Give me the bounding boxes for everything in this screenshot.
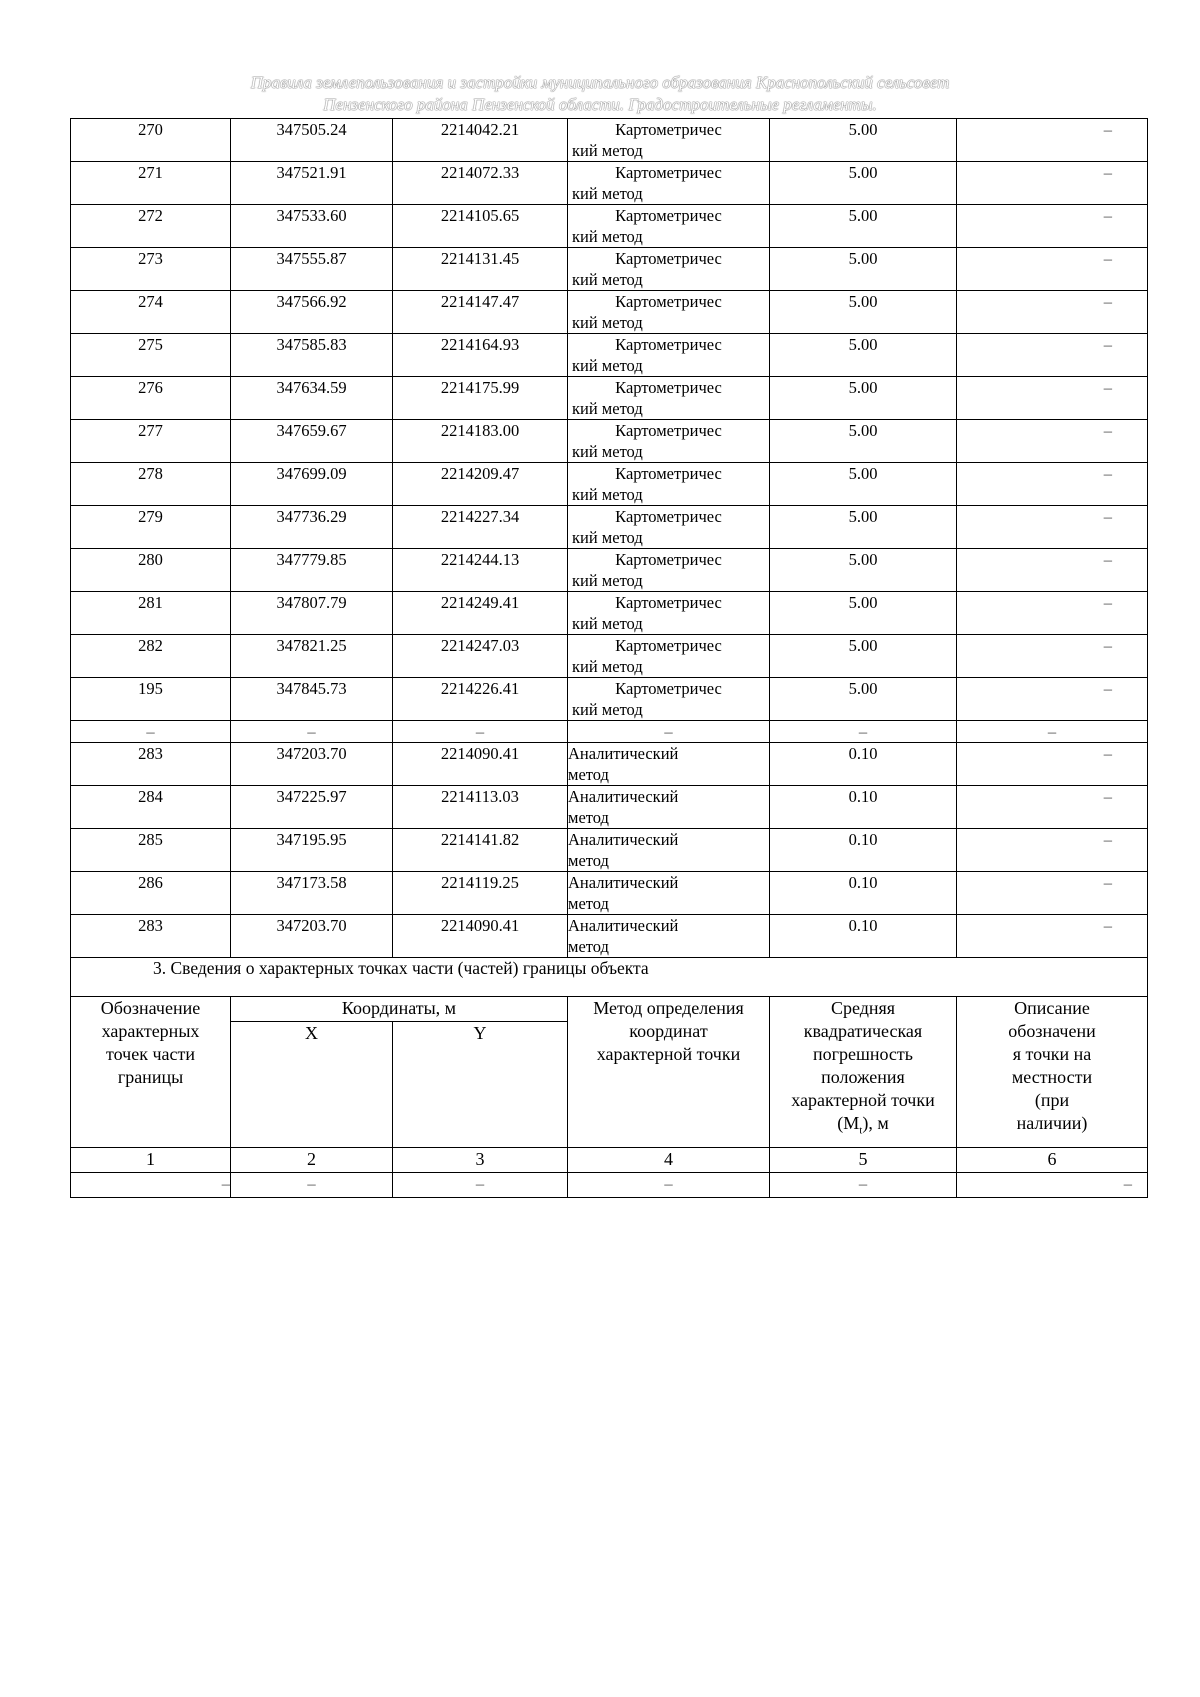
error-cell: 5.00 (770, 205, 957, 248)
separator-cell: – (71, 721, 231, 743)
method-cell (568, 205, 770, 248)
method-line: кий метод (572, 657, 643, 676)
column-numbers-row (71, 1148, 1148, 1173)
y-coordinate-cell: 2214249.41 (393, 592, 568, 635)
method-cell (568, 549, 770, 592)
table-row (71, 829, 1148, 872)
error-cell: 5.00 (770, 463, 957, 506)
x-coordinate-cell: 347845.73 (231, 678, 393, 721)
x-coordinate-cell: 347779.85 (231, 549, 393, 592)
point-number-cell: 276 (71, 377, 231, 420)
column-number: 6 (957, 1148, 1148, 1173)
y-coordinate-cell: 2214113.03 (393, 786, 568, 829)
y-coordinate-cell: 2214090.41 (393, 743, 568, 786)
y-coordinate-cell: 2214164.93 (393, 334, 568, 377)
method-line: кий метод (572, 184, 643, 203)
x-coordinate-cell: 347225.97 (231, 786, 393, 829)
method-line: кий метод (572, 227, 643, 246)
description-cell: – (957, 743, 1148, 786)
y-coordinate-cell: 2214247.03 (393, 635, 568, 678)
error-cell: 5.00 (770, 334, 957, 377)
y-coordinate-cell: 2214090.41 (393, 915, 568, 958)
y-coordinate-cell: 2214244.13 (393, 549, 568, 592)
x-coordinate-cell: 347203.70 (231, 743, 393, 786)
point-number-cell: 274 (71, 291, 231, 334)
separator-row (71, 721, 1148, 743)
description-cell: – (957, 678, 1148, 721)
col-method-header: Метод определения координат характерной точки (568, 997, 770, 1148)
method-line: Картометричес (615, 593, 722, 612)
error-cell: 0.10 (770, 872, 957, 915)
description-cell: – (957, 291, 1148, 334)
point-number-cell: 272 (71, 205, 231, 248)
description-cell: – (957, 592, 1148, 635)
method-line: кий метод (572, 356, 643, 375)
description-cell: – (957, 377, 1148, 420)
table-row (71, 506, 1148, 549)
x-coordinate-cell: 347521.91 (231, 162, 393, 205)
table-row (71, 248, 1148, 291)
method-line: Картометричес (615, 464, 722, 483)
x-coordinate-cell: 347807.79 (231, 592, 393, 635)
method-cell (568, 119, 770, 162)
method-line: кий метод (572, 700, 643, 719)
point-number-cell: 195 (71, 678, 231, 721)
empty-cell: – (957, 1173, 1148, 1198)
point-number-cell: 278 (71, 463, 231, 506)
empty-data-row (71, 1173, 1148, 1198)
method-cell (568, 377, 770, 420)
method-line: метод (568, 765, 609, 784)
error-cell: 5.00 (770, 506, 957, 549)
method-line: Картометричес (615, 679, 722, 698)
coordinates-table (70, 118, 1148, 1198)
table-row (71, 743, 1148, 786)
y-coordinate-cell: 2214227.34 (393, 506, 568, 549)
description-cell: – (957, 334, 1148, 377)
x-coordinate-cell: 347699.09 (231, 463, 393, 506)
column-number: 2 (231, 1148, 393, 1173)
table-row (71, 377, 1148, 420)
running-header-line-1: Правила землепользования и застройки муниципального образования Краснопольский сельсовет (250, 73, 950, 92)
error-cell: 5.00 (770, 377, 957, 420)
table-row (71, 915, 1148, 958)
y-coordinate-cell: 2214183.00 (393, 420, 568, 463)
col-designation-header: Обозначение характерных точек части границы (71, 997, 231, 1148)
column-number: 3 (393, 1148, 568, 1173)
method-line: Картометричес (615, 206, 722, 225)
error-cell: 5.00 (770, 119, 957, 162)
x-coordinate-cell: 347505.24 (231, 119, 393, 162)
y-coordinate-cell: 2214119.25 (393, 872, 568, 915)
separator-cell: – (568, 721, 770, 743)
method-line: метод (568, 894, 609, 913)
method-line: Картометричес (615, 421, 722, 440)
x-coordinate-cell: 347555.87 (231, 248, 393, 291)
method-line: Картометричес (615, 550, 722, 569)
point-number-cell: 285 (71, 829, 231, 872)
description-cell: – (957, 248, 1148, 291)
separator-cell: – (393, 721, 568, 743)
description-cell: – (957, 420, 1148, 463)
empty-cell: – (770, 1173, 957, 1198)
error-cell: 0.10 (770, 743, 957, 786)
column-number: 4 (568, 1148, 770, 1173)
error-cell: 0.10 (770, 915, 957, 958)
point-number-cell: 281 (71, 592, 231, 635)
error-cell: 5.00 (770, 248, 957, 291)
method-cell (568, 334, 770, 377)
method-line: Аналитический (568, 787, 679, 806)
section-3-header-row (71, 997, 1148, 1022)
method-cell (568, 506, 770, 549)
method-cell (568, 678, 770, 721)
point-number-cell: 271 (71, 162, 231, 205)
method-line: Картометричес (615, 120, 722, 139)
y-coordinate-cell: 2214175.99 (393, 377, 568, 420)
error-cell: 5.00 (770, 592, 957, 635)
point-number-cell: 279 (71, 506, 231, 549)
y-coordinate-cell: 2214072.33 (393, 162, 568, 205)
y-coordinate-cell: 2214209.47 (393, 463, 568, 506)
description-cell: – (957, 463, 1148, 506)
empty-cell: – (71, 1173, 231, 1198)
separator-cell: – (957, 721, 1148, 743)
point-number-cell: 280 (71, 549, 231, 592)
method-line: Картометричес (615, 507, 722, 526)
method-line: Аналитический (568, 744, 679, 763)
method-line: кий метод (572, 270, 643, 289)
separator-cell: – (231, 721, 393, 743)
section-3-title: 3. Сведения о характерных точках части (частей) границы объекта (71, 958, 1148, 997)
description-cell: – (957, 915, 1148, 958)
description-cell: – (957, 119, 1148, 162)
error-cell: 0.10 (770, 786, 957, 829)
method-line: Картометричес (615, 292, 722, 311)
method-line: Аналитический (568, 916, 679, 935)
method-cell (568, 872, 770, 915)
method-line: метод (568, 808, 609, 827)
method-line: кий метод (572, 485, 643, 504)
table-row (71, 786, 1148, 829)
x-coordinate-cell: 347173.58 (231, 872, 393, 915)
table-row (71, 463, 1148, 506)
table-row (71, 592, 1148, 635)
y-coordinate-cell: 2214131.45 (393, 248, 568, 291)
empty-cell: – (568, 1173, 770, 1198)
method-cell (568, 915, 770, 958)
y-coordinate-cell: 2214226.41 (393, 678, 568, 721)
method-line: Аналитический (568, 830, 679, 849)
x-coordinate-cell: 347566.92 (231, 291, 393, 334)
y-coordinate-cell: 2214105.65 (393, 205, 568, 248)
method-line: кий метод (572, 313, 643, 332)
separator-cell: – (770, 721, 957, 743)
point-number-cell: 273 (71, 248, 231, 291)
x-coordinate-cell: 347736.29 (231, 506, 393, 549)
method-line: Картометричес (615, 163, 722, 182)
method-line: Картометричес (615, 335, 722, 354)
method-cell (568, 635, 770, 678)
coordinates-header: Координаты, м (231, 997, 568, 1022)
description-cell: – (957, 635, 1148, 678)
x-coordinate-cell: 347634.59 (231, 377, 393, 420)
error-cell: 5.00 (770, 162, 957, 205)
method-cell (568, 291, 770, 334)
method-line: кий метод (572, 571, 643, 590)
method-cell (568, 786, 770, 829)
running-header-line-2: Пензенского района Пензенской области. Градостроительные регламенты. (323, 95, 877, 114)
method-line: Аналитический (568, 873, 679, 892)
method-line: Картометричес (615, 378, 722, 397)
method-line: кий метод (572, 528, 643, 547)
method-cell (568, 463, 770, 506)
method-line: кий метод (572, 141, 643, 160)
error-cell: 5.00 (770, 635, 957, 678)
table-row (71, 549, 1148, 592)
error-cell: 5.00 (770, 291, 957, 334)
error-cell: 5.00 (770, 420, 957, 463)
point-number-cell: 275 (71, 334, 231, 377)
x-coordinate-cell: 347821.25 (231, 635, 393, 678)
col-x-header: X (231, 1022, 393, 1148)
x-coordinate-cell: 347195.95 (231, 829, 393, 872)
method-cell (568, 248, 770, 291)
method-line: Картометричес (615, 249, 722, 268)
point-number-cell: 283 (71, 915, 231, 958)
table-row (71, 119, 1148, 162)
method-cell (568, 829, 770, 872)
y-coordinate-cell: 2214141.82 (393, 829, 568, 872)
table-row (71, 678, 1148, 721)
table-body (71, 119, 1148, 1198)
error-cell: 0.10 (770, 829, 957, 872)
method-line: Картометричес (615, 636, 722, 655)
col-error-header: Средняя квадратическая погрешность положения характерной точки $(M_t)$, м (770, 997, 957, 1148)
x-coordinate-cell: 347585.83 (231, 334, 393, 377)
method-cell (568, 162, 770, 205)
method-line: кий метод (572, 399, 643, 418)
point-number-cell: 282 (71, 635, 231, 678)
empty-cell: – (393, 1173, 568, 1198)
method-line: кий метод (572, 442, 643, 461)
table-row (71, 872, 1148, 915)
description-cell: – (957, 872, 1148, 915)
col-description-header: Описание обозначени я точки на местности (при наличии) (957, 997, 1148, 1148)
method-line: метод (568, 851, 609, 870)
description-cell: – (957, 786, 1148, 829)
table-row (71, 162, 1148, 205)
description-cell: – (957, 205, 1148, 248)
table-row (71, 291, 1148, 334)
description-cell: – (957, 162, 1148, 205)
description-cell: – (957, 506, 1148, 549)
column-number: 1 (71, 1148, 231, 1173)
method-line: кий метод (572, 614, 643, 633)
method-line: метод (568, 937, 609, 956)
x-coordinate-cell: 347203.70 (231, 915, 393, 958)
point-number-cell: 283 (71, 743, 231, 786)
error-cell: 5.00 (770, 678, 957, 721)
point-number-cell: 277 (71, 420, 231, 463)
table-row (71, 420, 1148, 463)
point-number-cell: 284 (71, 786, 231, 829)
x-coordinate-cell: 347533.60 (231, 205, 393, 248)
table-row (71, 635, 1148, 678)
empty-cell: – (231, 1173, 393, 1198)
section-3-title-row (71, 958, 1148, 997)
column-number: 5 (770, 1148, 957, 1173)
description-cell: – (957, 829, 1148, 872)
method-cell (568, 743, 770, 786)
method-cell (568, 420, 770, 463)
description-cell: – (957, 549, 1148, 592)
error-cell: 5.00 (770, 549, 957, 592)
point-number-cell: 286 (71, 872, 231, 915)
method-cell (568, 592, 770, 635)
col-y-header: Y (393, 1022, 568, 1148)
y-coordinate-cell: 2214147.47 (393, 291, 568, 334)
point-number-cell: 270 (71, 119, 231, 162)
table-row (71, 334, 1148, 377)
y-coordinate-cell: 2214042.21 (393, 119, 568, 162)
table-row (71, 205, 1148, 248)
x-coordinate-cell: 347659.67 (231, 420, 393, 463)
